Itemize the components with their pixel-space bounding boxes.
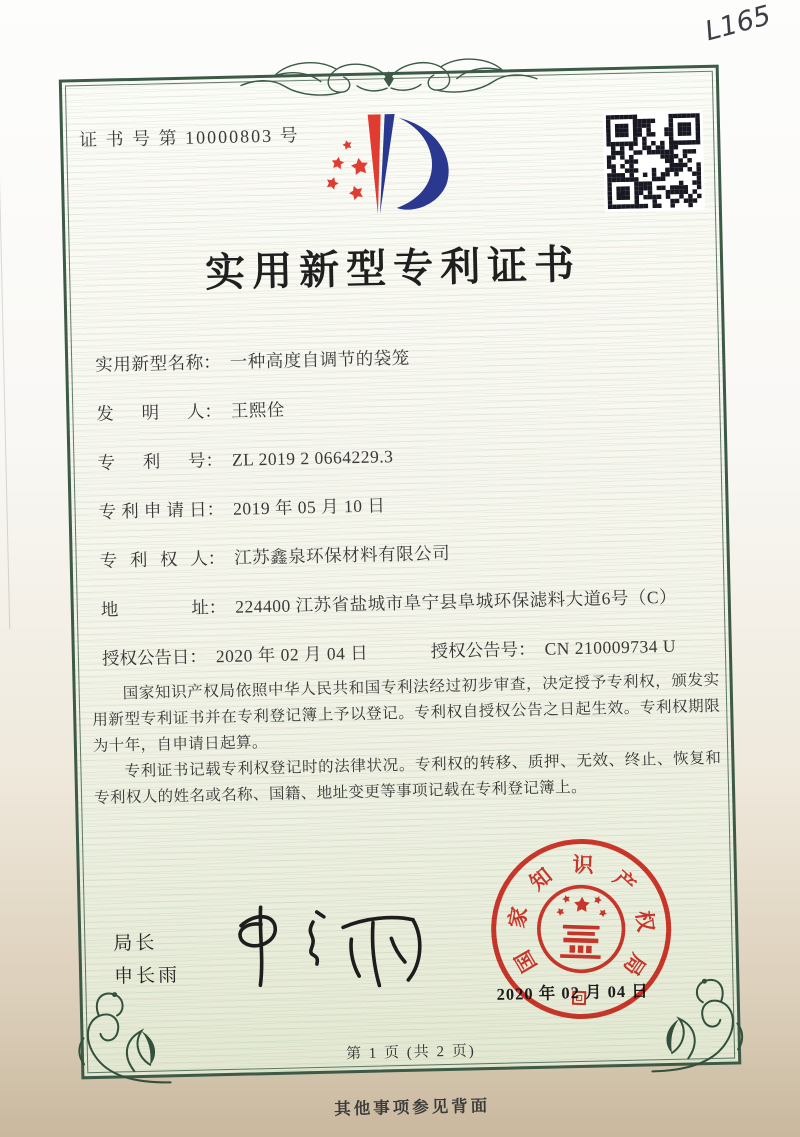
top-border-ornament: [238, 48, 539, 103]
director-signature: [220, 889, 437, 999]
field-inventor: 发明人： 王熙佺: [96, 399, 286, 424]
field-patentee: 专利权人： 江苏鑫泉环保材料有限公司: [99, 542, 451, 571]
legal-paragraph-1: 国家知识产权局依照中华人民共和国专利法经过初步审查，决定授予专利权，颁发实用新型专利证书并在专利登记簿上予以登记。专利权自授权公告之日起生效。专利权期限为十年，自申请日起算。: [92, 671, 721, 756]
seal-date: 2020 年 02 月 04 日: [496, 981, 649, 1004]
bottom-right-flourish: [646, 971, 752, 1077]
field-patent-number: 专利号： ZL 2019 2 0664229.3: [97, 446, 394, 473]
seal-ring-text: 国 家 知 识 产 权 局: [504, 852, 658, 980]
officer-name: 申长雨: [113, 965, 181, 988]
legal-paragraph-2: 专利证书记载专利权登记时的法律状况。专利权的转移、质押、无效、终止、恢复和专利权人的姓名或名称、国籍、地址变更等事项记载在专利登记簿上。: [93, 749, 722, 807]
qr-code: [603, 110, 705, 212]
certificate-number: 证 书 号 第 10000803 号: [78, 125, 300, 151]
photo-paper-edge: [0, 9, 10, 629]
field-grant-row: 授权公告日： 2020 年 02 月 04 日 授权公告号： CN 210009734 U: [101, 635, 677, 669]
officer-title: 局长: [113, 932, 158, 955]
cnipa-logo-icon: [314, 103, 467, 228]
national-emblem-icon: [534, 882, 629, 977]
field-list: [95, 338, 713, 695]
field-name: 实用新型名称： 一种高度自调节的袋笼: [95, 347, 410, 375]
certificate-frame: [59, 65, 742, 1080]
legal-text: [91, 668, 722, 812]
field-address: 地址： 224400 江苏省盐城市阜宁县阜城环保滤料大道6号（C）: [100, 586, 678, 620]
seal-bottom-mark: [572, 991, 586, 1005]
bottom-left-flourish: [68, 984, 174, 1090]
field-filing-date: 专利申请日： 2019 年 05 月 10 日: [98, 495, 386, 522]
certificate-title: 实用新型专利证书: [204, 241, 582, 296]
officer-block: [113, 926, 180, 993]
page-indicator: 第 1 页 (共 2 页): [345, 1043, 476, 1063]
back-side-note: 其他事项参见背面: [333, 1096, 491, 1119]
handwritten-annotation: L165: [702, 0, 775, 48]
